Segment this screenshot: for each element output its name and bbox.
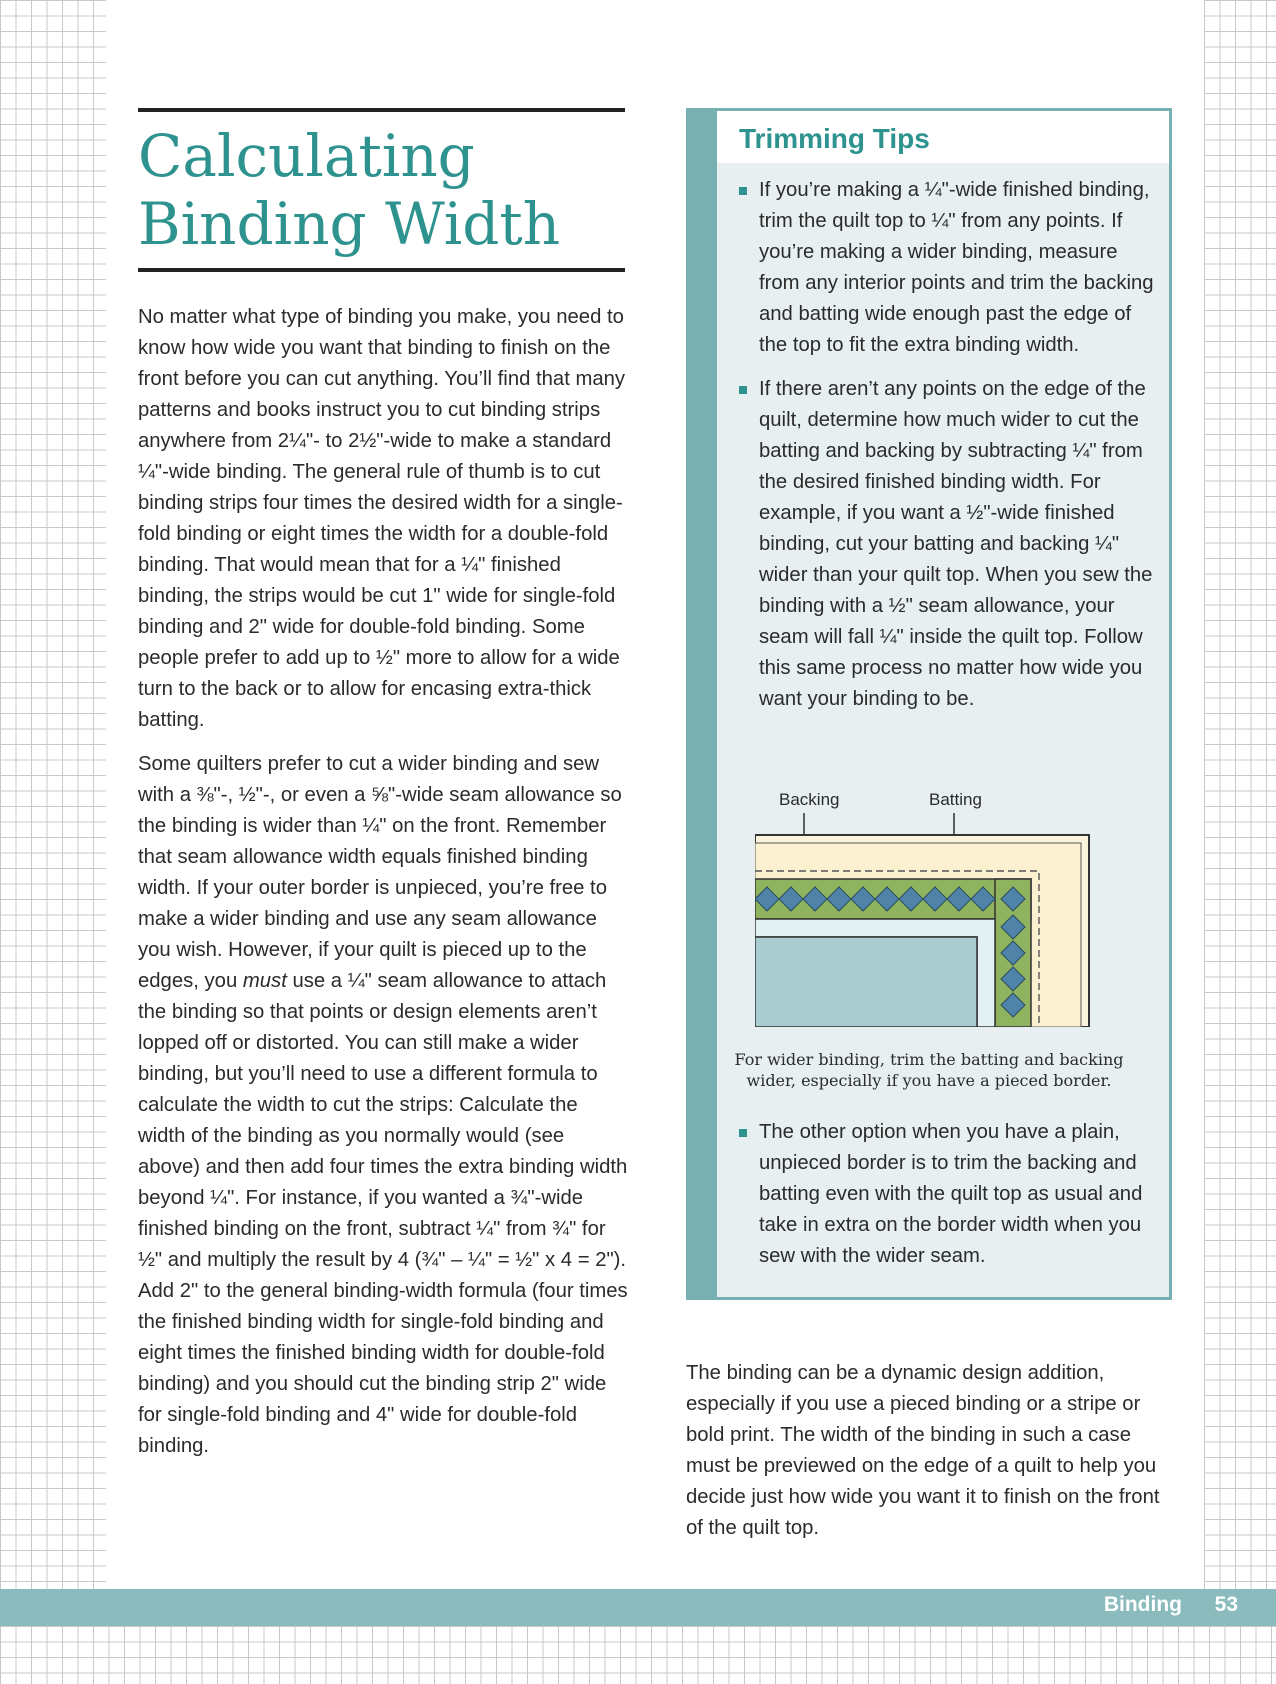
body-paragraph-2-text-a: Some quilters prefer to cut a wider binding and sew with a ⅜"-, ½"-, or even a ⅝"-wide seam allowance so the binding is wider than ¼" on the front. Remember that seam allowance width equals finished binding width. If your outer border is unpieced, you’re free to make a wider binding and use any seam allowance you wish. However, if your quilt is pieced up to the edges, you — [138, 753, 622, 992]
page-title-line-1: Calculating — [138, 122, 475, 190]
footer-page-number: 53 — [1214, 1593, 1238, 1616]
title-rule-top — [138, 108, 625, 112]
quilt-center — [755, 937, 977, 1027]
label-backing: Backing — [779, 790, 840, 809]
closing-paragraph: The binding can be a dynamic design addition, especially if you use a pieced binding or a stripe or bold print. The width of the binding in such a case must be previewed on the edge of a quilt to help you decide just how wide you want it to finish on the front of the quilt top. — [686, 1362, 1160, 1539]
footer-section-title: Binding — [1103, 1593, 1182, 1616]
tip-item: If there aren’t any points on the edge of the quilt, determine how much wider to cut the batting and backing by subtracting ¼" from the desired finished binding width. For example, if you want a ½"-wide finished binding, cut your batting and backing ¼" wider than your quilt top. When you sew the binding with a ½" seam allowance, your seam will fall ¼" inside the quilt top. Follow this same process no matter how wide you want your binding to be. — [739, 374, 1159, 715]
body-paragraph-1: No matter what type of binding you make, you need to know how wide you want that binding to finish on the front before you can cut anything. You’ll find that many patterns and books instruct you to cut binding strips anywhere from 2¼"- to 2½"-wide to make a standard ¼"-wide binding. The general rule of thumb is to cut binding strips four times the desired width for a single-fold binding or eight times the width for a double-fold binding. That would mean that for a ¼" finished binding, the strips would be cut 1" wide for single-fold binding and 2" wide for double-fold binding. Some people prefer to add up to ½" more to allow for a wide turn to the back or to allow for encasing extra-thick batting. — [138, 306, 626, 731]
title-rule-bottom — [138, 268, 625, 272]
page-title — [138, 122, 625, 258]
trimming-tips-sidebar — [686, 108, 1172, 1300]
body-paragraph-2-emphasis: must — [242, 970, 287, 992]
graph-paper-margin-bottom — [0, 1626, 1276, 1684]
page-title-line-2: Binding Width — [138, 190, 561, 258]
tips-list-continued — [739, 1117, 1159, 1285]
tip-item: If you’re making a ¼"-wide finished binding, trim the quilt top to ¼" from any points. If you’re making a wider binding, measure from any interior points and trim the backing and batting wide enough past the edge of the top to fit the extra binding width. — [739, 175, 1159, 361]
diagram-caption: For wider binding, trim the batting and backing wider, especially if you have a pieced border. — [734, 1050, 1124, 1090]
body-paragraph-2-text-b: use a ¼" seam allowance to attach the binding so that points or design elements aren’t lopped off or distorted. You can still make a wider binding, but you’ll need to use a different formula to calculate the width to cut the strips: Calculate the width of the binding as you normally would (see above) and then add four times the extra binding width beyond ¼". For instance, if you wanted a ¾"-wide finished binding on the front, subtract ¼" from ¾" for ½" and multiply the result by 4 (¾" – ¼" = ½" x 4 = 2"). Add 2" to the general binding-width formula (four times the finished binding width for single-fold binding and eight times the finished binding width for double-fold binding) and you should cut the binding strip 2" wide for single-fold binding and 4" wide for double-fold binding. — [138, 970, 628, 1457]
body-paragraph-2 — [138, 749, 628, 1462]
tips-list — [739, 175, 1159, 728]
binding-diagram — [755, 787, 1115, 1027]
footer-bar — [0, 1589, 1276, 1626]
sidebar-accent-stripe — [689, 111, 717, 1297]
main-body-column — [138, 302, 628, 1475]
tip-item: The other option when you have a plain, unpieced border is to trim the backing and batting even with the quilt top as usual and take in extra on the border width when you sew with the wider seam. — [739, 1117, 1159, 1272]
sidebar-title: Trimming Tips — [739, 123, 930, 154]
label-batting: Batting — [929, 790, 982, 809]
graph-paper-margin-left — [0, 0, 106, 1684]
graph-paper-margin-right — [1204, 0, 1276, 1684]
